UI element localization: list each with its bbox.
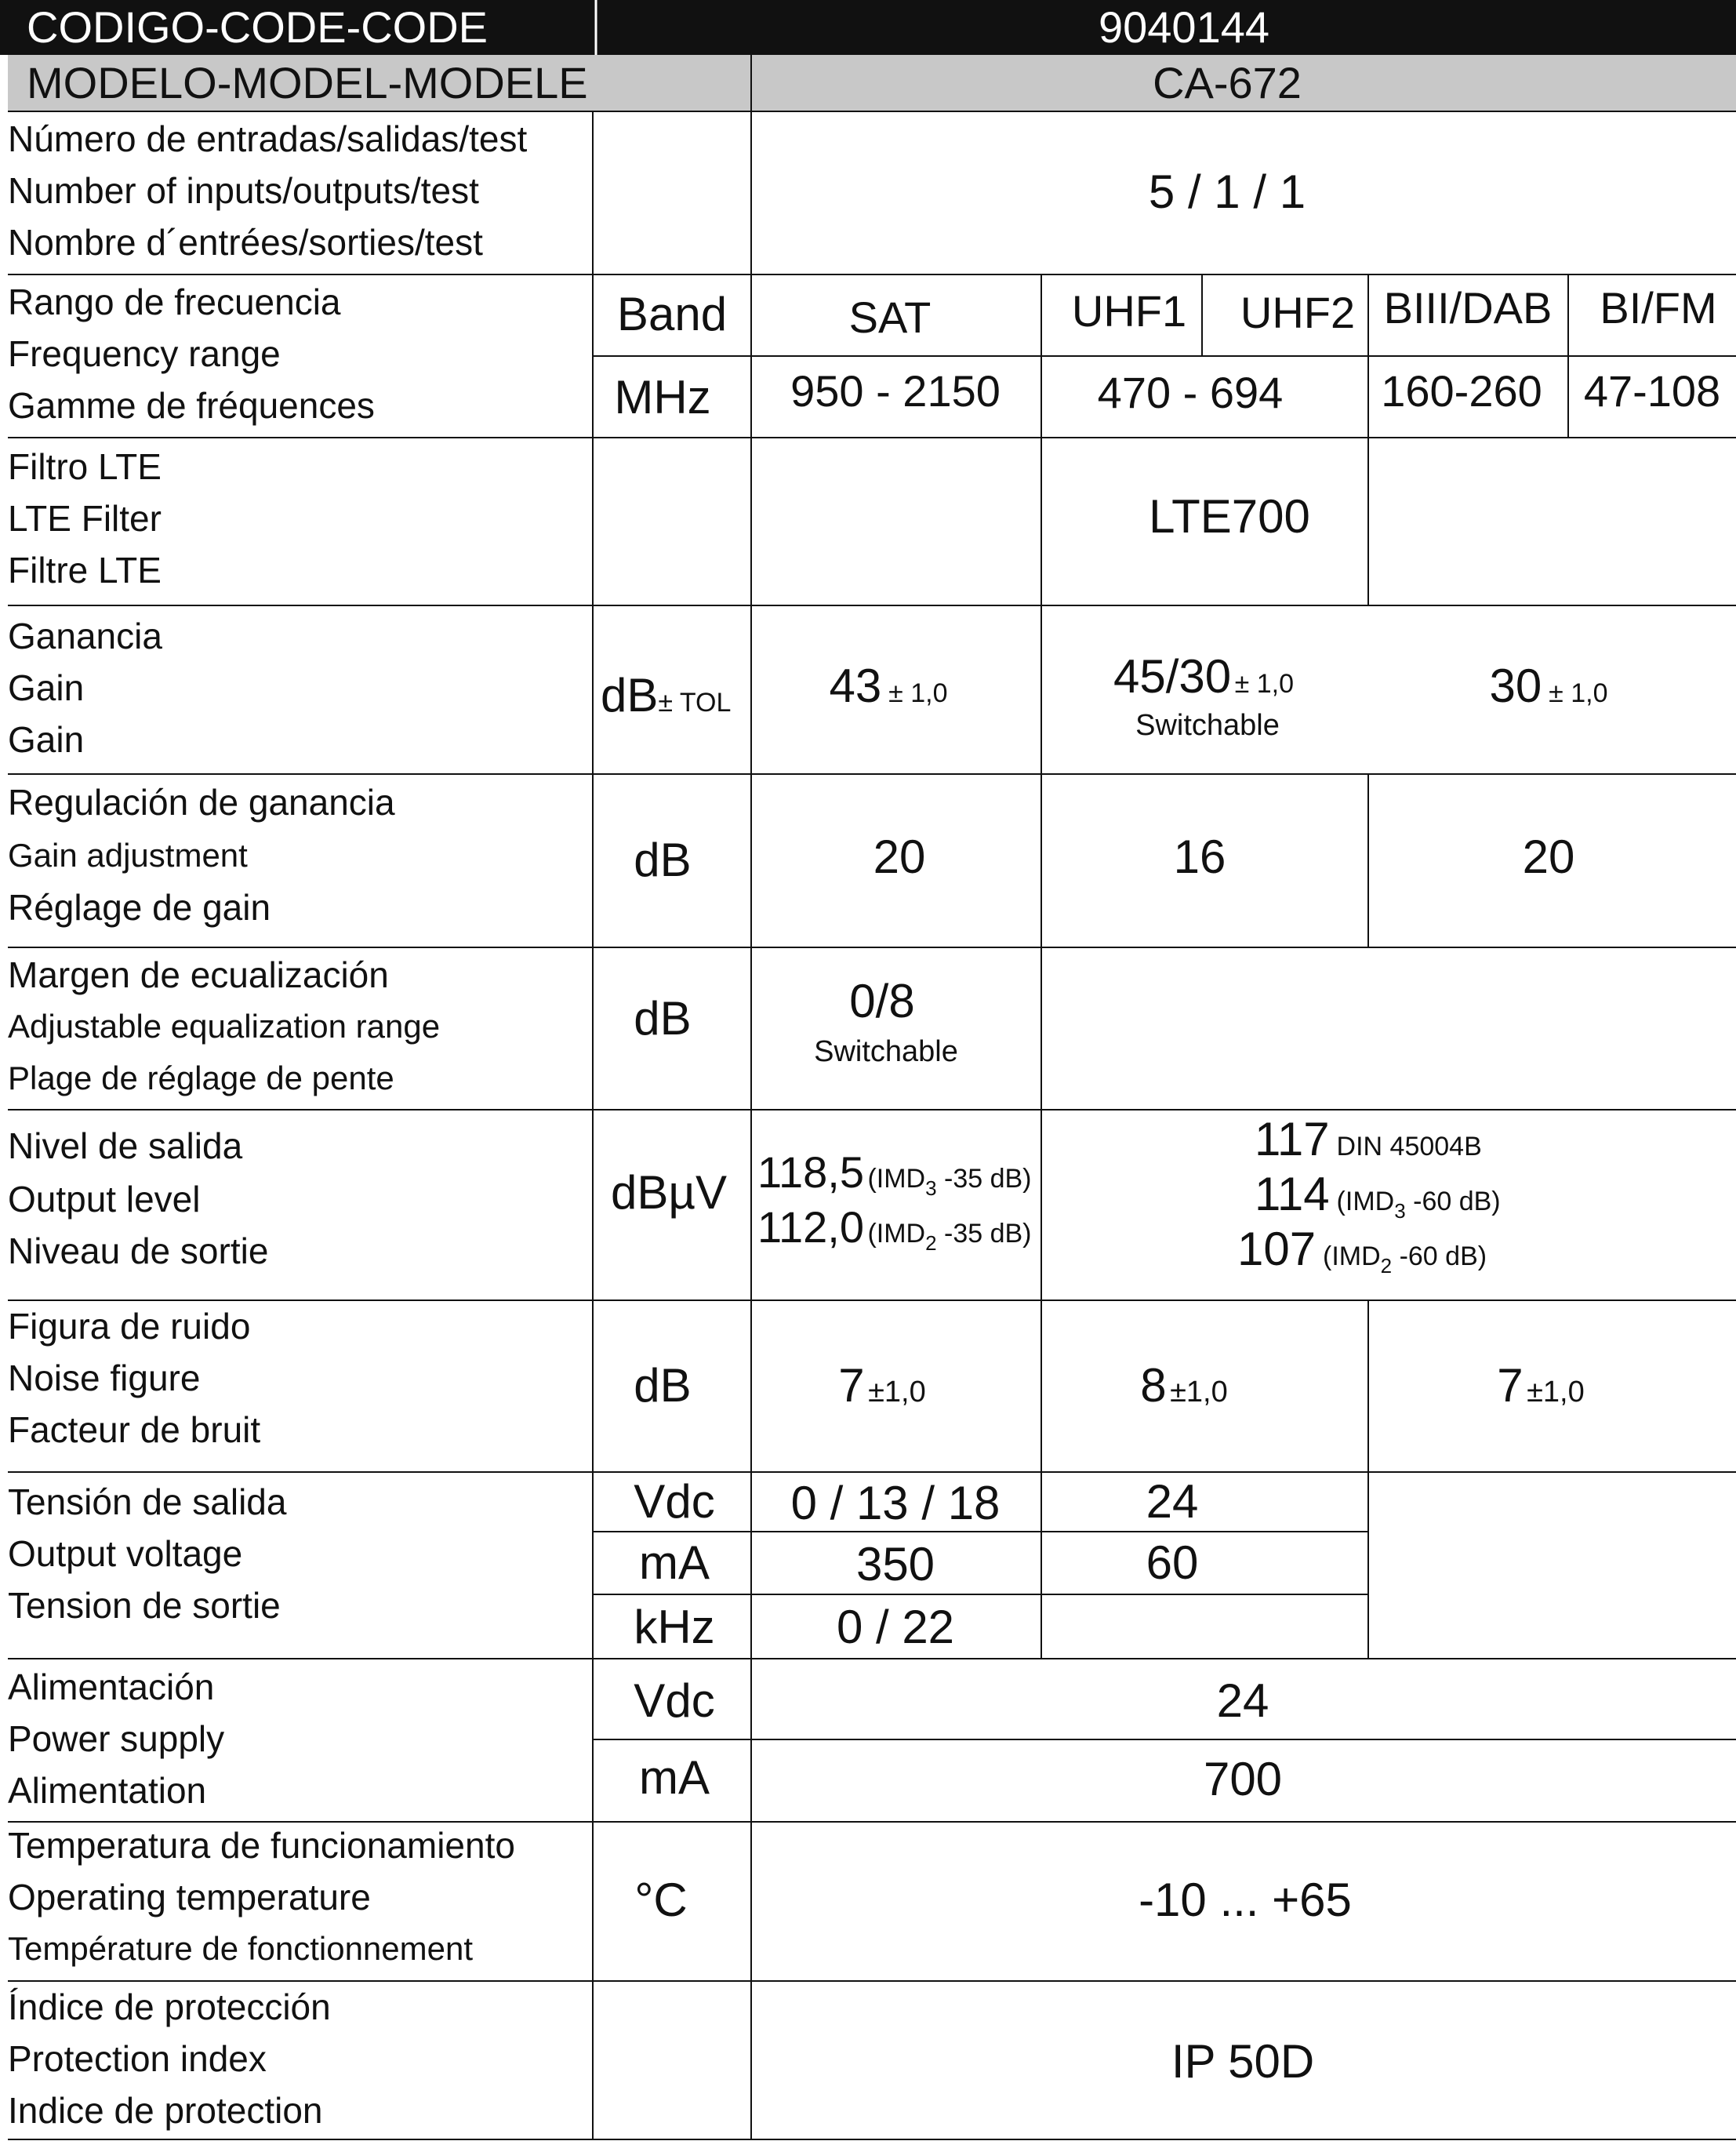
output-t3-imd: ($IMD_2$ -60 dB) bbox=[1323, 1241, 1487, 1278]
supply-ma: 700 bbox=[1203, 1753, 1283, 1805]
eq-unit: dB bbox=[634, 992, 692, 1045]
output-t1: 117 bbox=[1255, 1113, 1330, 1165]
gain-vhf: 30 bbox=[1489, 660, 1542, 712]
gain-sat-tol: ± 1,0 bbox=[888, 678, 948, 708]
noise-sat-tol: ±1,0 bbox=[868, 1376, 926, 1409]
io-label-en: Number of inputs/outputs/test bbox=[8, 170, 479, 211]
gainadj-label-fr: Réglage de gain bbox=[8, 887, 271, 928]
temp-label-es: Temperatura de funcionamiento bbox=[8, 1825, 515, 1866]
freq-label-en: Frequency range bbox=[8, 333, 281, 374]
gain-uhf-tol: ± 1,0 bbox=[1234, 669, 1294, 699]
output-sat-2-imd: ($IMD_2$ -35 dB) bbox=[867, 1219, 1032, 1255]
lte-label-fr: Filtre LTE bbox=[8, 550, 162, 591]
outv-sat-vdc: 0 / 13 / 18 bbox=[790, 1477, 1001, 1529]
band-bi-fm: BI/FM bbox=[1600, 283, 1717, 333]
gain-sat: 43 bbox=[829, 660, 882, 712]
output-t3: 107 bbox=[1237, 1223, 1317, 1275]
supply-label-es: Alimentación bbox=[8, 1667, 215, 1707]
supply-unit-ma: mA bbox=[639, 1751, 710, 1804]
gainadj-uhf: 16 bbox=[1173, 831, 1226, 883]
supply-unit-vdc: Vdc bbox=[634, 1674, 715, 1727]
gain-label-en: Gain bbox=[8, 667, 85, 708]
outv-uhf-ma: 60 bbox=[1146, 1536, 1199, 1589]
eq-label-fr: Plage de réglage de pente bbox=[8, 1060, 394, 1096]
temp-value: -10 ... +65 bbox=[1139, 1874, 1352, 1926]
output-unit: dBµV bbox=[611, 1166, 727, 1219]
noise-vhf-tol: ±1,0 bbox=[1527, 1376, 1585, 1409]
temp-label-fr: Température de fonctionnement bbox=[8, 1930, 474, 1967]
range-sat: 950 - 2150 bbox=[790, 366, 1001, 416]
output-sat-2: 112,0 bbox=[757, 1202, 864, 1252]
output-label-fr: Niveau de sortie bbox=[8, 1230, 269, 1271]
io-value: 5 / 1 / 1 bbox=[1148, 165, 1306, 218]
temp-label-en: Operating temperature bbox=[8, 1877, 371, 1917]
gainadj-label-en: Gain adjustment bbox=[8, 837, 248, 874]
gainadj-unit: dB bbox=[634, 834, 692, 886]
supply-label-en: Power supply bbox=[8, 1718, 225, 1759]
eq-label-es: Margen de ecualización bbox=[8, 954, 389, 995]
io-label-fr: Nombre d´entrées/sorties/test bbox=[8, 222, 483, 263]
eq-sat-note: Switchable bbox=[814, 1035, 958, 1068]
lte-label-es: Filtro LTE bbox=[8, 446, 162, 487]
band-sat: SAT bbox=[848, 293, 932, 342]
ip-label-en: Protection index bbox=[8, 2038, 267, 2079]
output-label-es: Nivel de salida bbox=[8, 1125, 243, 1166]
eq-sat: 0/8 bbox=[849, 975, 915, 1027]
outv-sat-khz: 0 / 22 bbox=[836, 1601, 955, 1653]
gain-label-fr: Gain bbox=[8, 719, 85, 760]
gain-uhf: 45/30 bbox=[1113, 650, 1232, 703]
gainadj-sat: 20 bbox=[873, 831, 926, 883]
freq-label-fr: Gamme de fréquences bbox=[8, 385, 375, 426]
output-sat-1: 118,5 bbox=[757, 1147, 864, 1197]
output-t2-imd: ($IMD_3$ -60 dB) bbox=[1336, 1187, 1501, 1223]
outv-unit-vdc: Vdc bbox=[634, 1475, 715, 1528]
noise-vhf: 7 bbox=[1497, 1359, 1524, 1412]
lte-value: LTE700 bbox=[1149, 490, 1310, 543]
noise-uhf: 8 bbox=[1140, 1359, 1167, 1412]
gain-label-es: Ganancia bbox=[8, 616, 162, 656]
noise-unit: dB bbox=[634, 1359, 692, 1412]
noise-label-en: Noise figure bbox=[8, 1358, 201, 1398]
code-label: CODIGO-CODE-CODE bbox=[27, 2, 488, 52]
band-label: Band bbox=[616, 288, 728, 340]
outv-label-en: Output voltage bbox=[8, 1533, 243, 1574]
outv-label-es: Tensión de salida bbox=[8, 1481, 287, 1522]
freq-label-es: Rango de frecuencia bbox=[8, 282, 341, 322]
gainadj-label-es: Regulación de ganancia bbox=[8, 782, 395, 823]
gain-unit-tol: ± TOL bbox=[658, 688, 732, 718]
temp-unit: °C bbox=[634, 1874, 688, 1926]
noise-label-es: Figura de ruido bbox=[8, 1306, 251, 1347]
ip-value: IP 50D bbox=[1171, 2035, 1315, 2088]
mhz-unit: MHz bbox=[614, 371, 711, 423]
range-biii-dab: 160-260 bbox=[1381, 366, 1542, 416]
io-label-es: Número de entradas/salidas/test bbox=[8, 118, 528, 159]
range-bi-fm: 47-108 bbox=[1583, 366, 1721, 416]
outv-unit-khz: kHz bbox=[634, 1601, 715, 1653]
gain-unit: dB bbox=[601, 669, 659, 722]
noise-label-fr: Facteur de bruit bbox=[8, 1409, 261, 1450]
output-t2: 114 bbox=[1255, 1168, 1330, 1220]
outv-unit-ma: mA bbox=[639, 1536, 710, 1589]
supply-label-fr: Alimentation bbox=[8, 1770, 207, 1811]
band-biii-dab: BIII/DAB bbox=[1383, 283, 1553, 333]
supply-vdc: 24 bbox=[1216, 1674, 1269, 1727]
noise-uhf-tol: ±1,0 bbox=[1170, 1376, 1228, 1409]
ip-label-fr: Indice de protection bbox=[8, 2090, 323, 2131]
band-uhf2: UHF2 bbox=[1240, 288, 1356, 337]
gain-vhf-tol: ± 1,0 bbox=[1549, 678, 1608, 708]
output-t1-note: DIN 45004B bbox=[1336, 1132, 1482, 1161]
model-label: MODELO-MODEL-MODELE bbox=[27, 58, 588, 107]
gain-uhf-note: Switchable bbox=[1135, 709, 1280, 742]
outv-uhf-vdc: 24 bbox=[1146, 1475, 1199, 1528]
gainadj-vhf: 20 bbox=[1522, 831, 1575, 883]
outv-sat-ma: 350 bbox=[855, 1538, 935, 1590]
output-sat-1-imd: ($IMD_3$ -35 dB) bbox=[867, 1164, 1032, 1200]
lte-label-en: LTE Filter bbox=[8, 498, 162, 539]
output-label-en: Output level bbox=[8, 1179, 201, 1220]
noise-sat: 7 bbox=[838, 1359, 865, 1412]
range-uhf: 470 - 694 bbox=[1097, 368, 1284, 417]
ip-label-es: Índice de protección bbox=[8, 1987, 331, 2027]
eq-label-en: Adjustable equalization range bbox=[8, 1008, 441, 1045]
band-uhf1: UHF1 bbox=[1071, 286, 1187, 336]
model-value: CA-672 bbox=[1153, 58, 1302, 107]
outv-label-fr: Tension de sortie bbox=[8, 1585, 281, 1626]
code-value: 9040144 bbox=[1098, 2, 1270, 52]
